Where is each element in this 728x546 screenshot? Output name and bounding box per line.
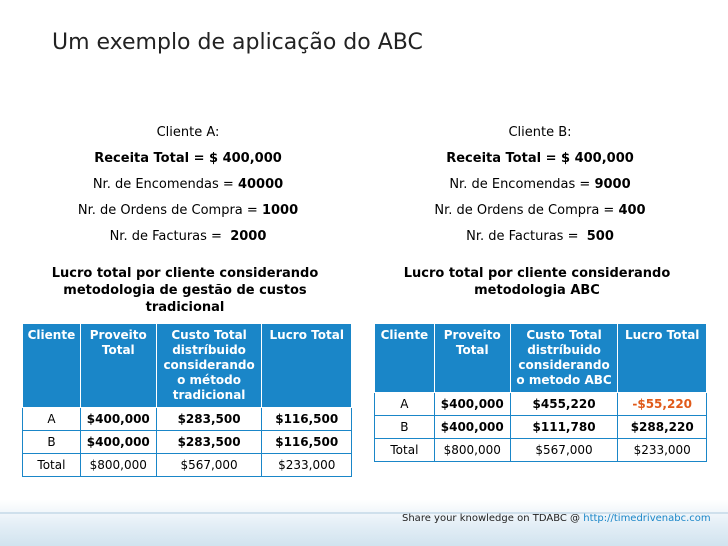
client-b-purchase-label: Nr. de Ordens de Compra = (434, 203, 615, 218)
cell-lucro: $233,000 (618, 439, 707, 462)
header-cliente: Cliente (23, 324, 81, 408)
header-proveito-total: Proveito Total (80, 324, 156, 408)
client-a-invoices-label: Nr. de Facturas = (109, 229, 222, 244)
abc-profit-table (374, 323, 707, 462)
cell-cliente: A (375, 393, 435, 416)
client-b-invoices-label: Nr. de Facturas = (466, 229, 579, 244)
cell-custo: $283,500 (156, 408, 262, 431)
abc-section-title: Lucro total por cliente considerando metodologia ABC (403, 266, 671, 298)
client-a-revenue: Receita Total = $ 400,000 (94, 151, 282, 166)
client-a-purchase-label: Nr. de Ordens de Compra = (77, 203, 258, 218)
table-header-row (23, 324, 352, 408)
table-row (23, 408, 352, 431)
slide-title: Um exemplo de aplicação do ABC (52, 30, 423, 55)
cell-custo: $455,220 (510, 393, 618, 416)
client-a-orders-value: 40000 (237, 177, 284, 192)
table-row (23, 431, 352, 454)
cell-lucro: $288,220 (618, 416, 707, 439)
traditional-profit-table (22, 323, 352, 477)
cell-lucro: $233,000 (262, 454, 352, 477)
cell-proveito: $400,000 (80, 431, 156, 454)
table-row (375, 416, 707, 439)
footer-text: Share your knowledge on TDABC @ (402, 513, 581, 524)
cell-cliente: Total (375, 439, 435, 462)
cell-custo: $567,000 (510, 439, 618, 462)
client-b-orders-value: 9000 (594, 177, 631, 192)
cell-proveito: $800,000 (434, 439, 510, 462)
header-cliente: Cliente (375, 324, 435, 393)
client-a-invoices-value: 2000 (230, 229, 267, 244)
cell-lucro: $116,500 (262, 431, 352, 454)
table-header-row (375, 324, 707, 393)
cell-proveito: $400,000 (80, 408, 156, 431)
footer (402, 513, 711, 524)
header-custo-total: Custo Total distríbuido considerando o método tradicional (156, 324, 262, 408)
header-lucro-total: Lucro Total (618, 324, 707, 393)
cell-cliente: A (23, 408, 81, 431)
footer-link[interactable]: http://timedrivenabc.com (583, 513, 711, 524)
cell-custo: $111,780 (510, 416, 618, 439)
client-a-summary (38, 120, 338, 250)
table-row (375, 393, 707, 416)
header-proveito-total: Proveito Total (434, 324, 510, 393)
client-b-name: Cliente B: (508, 125, 572, 140)
cell-cliente: B (23, 431, 81, 454)
client-b-orders-label: Nr. de Encomendas = (449, 177, 591, 192)
cell-proveito: $400,000 (434, 393, 510, 416)
header-custo-total: Custo Total distríbuido considerando o metodo ABC (510, 324, 618, 393)
table-total-row (375, 439, 707, 462)
cell-cliente: Total (23, 454, 81, 477)
client-b-invoices-value: 500 (586, 229, 614, 244)
cell-custo: $283,500 (156, 431, 262, 454)
cell-lucro-negative: -$55,220 (618, 393, 707, 416)
cell-proveito: $400,000 (434, 416, 510, 439)
cell-lucro: $116,500 (262, 408, 352, 431)
header-lucro-total: Lucro Total (262, 324, 352, 408)
client-b-purchase-value: 400 (618, 203, 646, 218)
client-a-name: Cliente A: (156, 125, 220, 140)
cell-cliente: B (375, 416, 435, 439)
client-a-purchase-value: 1000 (261, 203, 299, 218)
cell-proveito: $800,000 (80, 454, 156, 477)
traditional-section-title: Lucro total por cliente considerando metodologia de gestão de custos tradicional (51, 266, 319, 315)
table-total-row (23, 454, 352, 477)
cell-custo: $567,000 (156, 454, 262, 477)
client-a-orders-label: Nr. de Encomendas = (92, 177, 234, 192)
client-b-revenue: Receita Total = $ 400,000 (446, 151, 634, 166)
client-b-summary (390, 120, 690, 250)
